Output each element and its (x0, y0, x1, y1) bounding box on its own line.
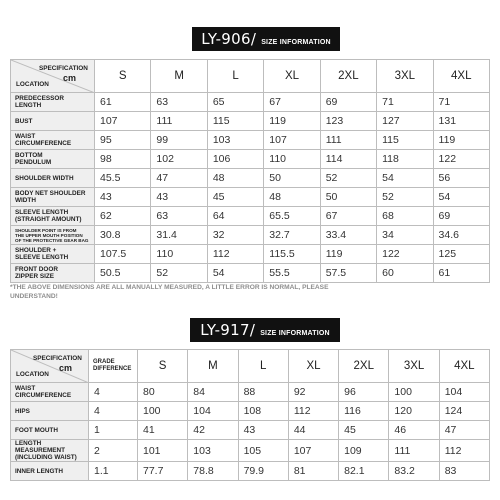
measurement-cell: 54 (207, 264, 263, 283)
row-label: SHOULDER POINT IS FROM THE UPPER MOUTH POSITION OF THE PROTECTIVE GEAR BAG (11, 226, 95, 245)
measurement-cell: 45 (339, 421, 389, 440)
measurement-cell: 105 (238, 440, 288, 462)
measurement-cell: 48 (207, 169, 263, 188)
measurement-cell: 95 (95, 131, 151, 150)
measurement-cell: 112 (288, 402, 338, 421)
measurement-cell: 127 (377, 112, 433, 131)
chart-1-model-code: LY-906/ (201, 30, 257, 48)
unit-label: cm (63, 73, 77, 83)
grade-difference-header: GRADE DIFFERENCE (89, 350, 138, 383)
size-header-xl: XL (288, 350, 338, 383)
measurement-note: *THE ABOVE DIMENSIONS ARE ALL MANUALLY MEASURED, A LITTLE ERROR IS NORMAL, PLEASE UNDERSTAND! (10, 284, 329, 300)
measurement-cell: 101 (138, 440, 188, 462)
measurement-cell: 32 (207, 226, 263, 245)
row-label: WAIST CIRCUMFERENCE (11, 383, 89, 402)
measurement-cell: 83 (439, 462, 489, 481)
measurement-cell: 63 (151, 207, 207, 226)
chart-1-title-banner (192, 27, 340, 51)
measurement-cell: 92 (288, 383, 338, 402)
measurement-cell: 61 (95, 93, 151, 112)
table-header-row (11, 60, 490, 93)
measurement-cell: 61 (433, 264, 489, 283)
measurement-cell: 50.5 (95, 264, 151, 283)
measurement-cell: 45.5 (95, 169, 151, 188)
measurement-cell: 116 (339, 402, 389, 421)
measurement-cell: 112 (207, 245, 263, 264)
measurement-cell: 103 (188, 440, 238, 462)
table-row (11, 421, 490, 440)
size-header-s: S (138, 350, 188, 383)
table-corner-cell (11, 350, 89, 383)
measurement-cell: 69 (433, 207, 489, 226)
measurement-cell: 98 (95, 150, 151, 169)
measurement-cell: 80 (138, 383, 188, 402)
row-label: SHOULDER WIDTH (11, 169, 95, 188)
measurement-cell: 107 (95, 112, 151, 131)
measurement-cell: 56 (433, 169, 489, 188)
measurement-cell: 107 (288, 440, 338, 462)
table-row (11, 131, 490, 150)
measurement-cell: 52 (151, 264, 207, 283)
measurement-cell: 68 (377, 207, 433, 226)
row-label: FRONT DOOR ZIPPER SIZE (11, 264, 95, 283)
measurement-cell: 78.8 (188, 462, 238, 481)
measurement-cell: 96 (339, 383, 389, 402)
size-header-m: M (151, 60, 207, 93)
measurement-cell: 65 (207, 93, 263, 112)
size-header-4xl: 4XL (439, 350, 489, 383)
row-label: HIPS (11, 402, 89, 421)
table-row (11, 93, 490, 112)
measurement-cell: 52 (377, 188, 433, 207)
unit-label: cm (59, 363, 73, 373)
measurement-cell: 32.7 (264, 226, 320, 245)
measurement-cell: 131 (433, 112, 489, 131)
measurement-cell: 111 (389, 440, 439, 462)
measurement-cell: 47 (439, 421, 489, 440)
size-header-l: L (238, 350, 288, 383)
measurement-cell: 79.9 (238, 462, 288, 481)
size-header-m: M (188, 350, 238, 383)
grade-difference-cell: 1.1 (89, 462, 138, 481)
measurement-cell: 100 (138, 402, 188, 421)
table-row (11, 207, 490, 226)
measurement-cell: 115 (377, 131, 433, 150)
table-row (11, 462, 490, 481)
chart-2-model-code: LY-917/ (200, 321, 256, 339)
size-header-2xl: 2XL (339, 350, 389, 383)
measurement-cell: 65.5 (264, 207, 320, 226)
measurement-cell: 104 (188, 402, 238, 421)
row-label: BUST (11, 112, 95, 131)
measurement-cell: 111 (151, 112, 207, 131)
row-label: SHOULDER + SLEEVE LENGTH (11, 245, 95, 264)
measurement-cell: 114 (320, 150, 376, 169)
measurement-cell: 31.4 (151, 226, 207, 245)
specification-label: SPECIFICATION (33, 355, 82, 362)
measurement-cell: 119 (264, 112, 320, 131)
measurement-cell: 43 (238, 421, 288, 440)
table-row (11, 264, 490, 283)
measurement-cell: 82.1 (339, 462, 389, 481)
size-header-4xl: 4XL (433, 60, 489, 93)
measurement-cell: 60 (377, 264, 433, 283)
measurement-cell: 100 (389, 383, 439, 402)
measurement-cell: 69 (320, 93, 376, 112)
row-label: SLEEVE LENGTH (STRAIGHT AMOUNT) (11, 207, 95, 226)
grade-difference-cell: 4 (89, 402, 138, 421)
size-table-ly-906 (10, 59, 490, 283)
measurement-cell: 115.5 (264, 245, 320, 264)
measurement-cell: 64 (207, 207, 263, 226)
location-label: LOCATION (16, 81, 49, 88)
measurement-cell: 54 (433, 188, 489, 207)
measurement-cell: 125 (433, 245, 489, 264)
row-label: PREDECESSOR LENGTH (11, 93, 95, 112)
measurement-cell: 122 (433, 150, 489, 169)
measurement-cell: 62 (95, 207, 151, 226)
measurement-cell: 71 (377, 93, 433, 112)
measurement-cell: 42 (188, 421, 238, 440)
measurement-cell: 50 (320, 188, 376, 207)
measurement-cell: 107.5 (95, 245, 151, 264)
measurement-cell: 67 (320, 207, 376, 226)
measurement-cell: 47 (151, 169, 207, 188)
size-header-s: S (95, 60, 151, 93)
table-row (11, 402, 490, 421)
table-row (11, 440, 490, 462)
measurement-cell: 122 (377, 245, 433, 264)
size-table-ly-917 (10, 349, 490, 481)
table-row (11, 169, 490, 188)
measurement-cell: 77.7 (138, 462, 188, 481)
measurement-cell: 34 (377, 226, 433, 245)
grade-difference-cell: 4 (89, 383, 138, 402)
measurement-cell: 43 (95, 188, 151, 207)
row-label: INNER LENGTH (11, 462, 89, 481)
measurement-cell: 115 (207, 112, 263, 131)
measurement-cell: 111 (320, 131, 376, 150)
measurement-cell: 83.2 (389, 462, 439, 481)
measurement-cell: 63 (151, 93, 207, 112)
size-header-l: L (207, 60, 263, 93)
measurement-cell: 107 (264, 131, 320, 150)
size-header-3xl: 3XL (389, 350, 439, 383)
measurement-cell: 110 (151, 245, 207, 264)
measurement-cell: 41 (138, 421, 188, 440)
measurement-cell: 119 (433, 131, 489, 150)
measurement-cell: 34.6 (433, 226, 489, 245)
measurement-cell: 120 (389, 402, 439, 421)
table-row (11, 226, 490, 245)
measurement-cell: 108 (238, 402, 288, 421)
measurement-cell: 109 (339, 440, 389, 462)
measurement-cell: 45 (207, 188, 263, 207)
table-row (11, 383, 490, 402)
row-label: LENGTH MEASUREMENT (INCLUDING WAIST) (11, 440, 89, 462)
measurement-cell: 81 (288, 462, 338, 481)
measurement-cell: 106 (207, 150, 263, 169)
chart-2-size-information-label: SIZE INFORMATION (260, 330, 330, 337)
measurement-cell: 118 (377, 150, 433, 169)
size-header-2xl: 2XL (320, 60, 376, 93)
measurement-cell: 33.4 (320, 226, 376, 245)
table-row (11, 112, 490, 131)
size-header-3xl: 3XL (377, 60, 433, 93)
table-header-row (11, 350, 490, 383)
table-corner-cell (11, 60, 95, 93)
row-label: BODY NET SHOULDER WIDTH (11, 188, 95, 207)
measurement-cell: 67 (264, 93, 320, 112)
measurement-cell: 52 (320, 169, 376, 188)
size-header-xl: XL (264, 60, 320, 93)
measurement-cell: 84 (188, 383, 238, 402)
grade-difference-cell: 1 (89, 421, 138, 440)
chart-1-size-information-label: SIZE INFORMATION (261, 39, 331, 46)
measurement-cell: 103 (207, 131, 263, 150)
measurement-cell: 102 (151, 150, 207, 169)
measurement-cell: 57.5 (320, 264, 376, 283)
measurement-cell: 30.8 (95, 226, 151, 245)
measurement-cell: 43 (151, 188, 207, 207)
chart-2-title-banner (190, 318, 340, 342)
measurement-cell: 124 (439, 402, 489, 421)
table-row (11, 188, 490, 207)
measurement-cell: 104 (439, 383, 489, 402)
measurement-cell: 112 (439, 440, 489, 462)
location-label: LOCATION (16, 371, 49, 378)
measurement-cell: 119 (320, 245, 376, 264)
measurement-cell: 54 (377, 169, 433, 188)
table-row (11, 150, 490, 169)
measurement-cell: 88 (238, 383, 288, 402)
measurement-cell: 71 (433, 93, 489, 112)
row-label: FOOT MOUTH (11, 421, 89, 440)
measurement-cell: 55.5 (264, 264, 320, 283)
measurement-cell: 110 (264, 150, 320, 169)
row-label: WAIST CIRCUMFERENCE (11, 131, 95, 150)
measurement-cell: 50 (264, 169, 320, 188)
table-row (11, 245, 490, 264)
measurement-cell: 99 (151, 131, 207, 150)
row-label: BOTTOM PENDULUM (11, 150, 95, 169)
measurement-cell: 48 (264, 188, 320, 207)
measurement-cell: 123 (320, 112, 376, 131)
specification-label: SPECIFICATION (39, 65, 88, 72)
grade-difference-cell: 2 (89, 440, 138, 462)
measurement-cell: 46 (389, 421, 439, 440)
measurement-cell: 44 (288, 421, 338, 440)
